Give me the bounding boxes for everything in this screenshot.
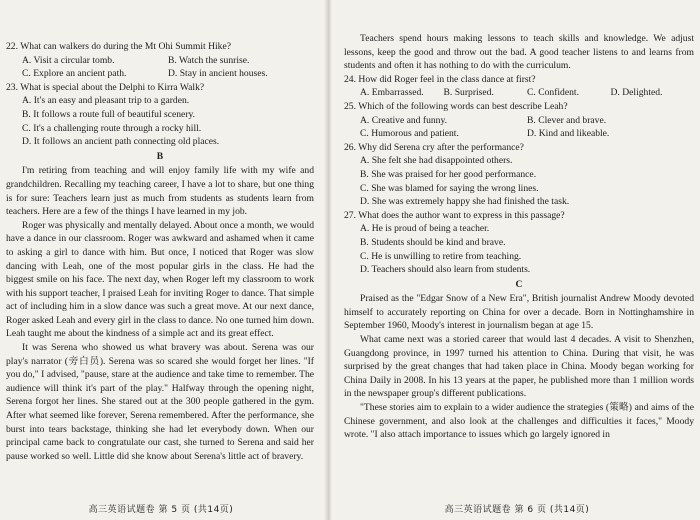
page-footer: 高三英语试题卷 第 6 页 (共14页) <box>444 505 590 516</box>
option-b: B. Surprised. <box>443 87 494 99</box>
passage-paragraph: "These stories aim to explain to a wider audience the strategies (策略) and aims of the Chinese government, and also look at the challenges and difficulties it faces," Moody wrote. "I also attach importance to issues which go largely ignored in <box>344 402 694 441</box>
option-d: D. Stay in ancient houses. <box>168 68 268 80</box>
option-b: B. Students should be kind and brave. <box>360 236 506 248</box>
passage-paragraph: I'm retiring from teaching and will enjoy family life with my wife and grandchildren. Recalling my teaching career, I have a lot to share, but one thing is for sure: Teachers learn just as much from students as students learn from teachers. Here are a few of the things I have learned in my job. <box>6 165 314 218</box>
question-23 <box>6 81 314 149</box>
option-a: A. Embarrassed. <box>360 87 424 99</box>
option-b: B. It follows a route full of beautiful scenery. <box>22 108 196 120</box>
question-stem: 25. Which of the following words can best describe Leah? <box>344 100 568 112</box>
option-d: D. Kind and likeable. <box>527 128 610 140</box>
section-heading-b: B <box>156 150 164 162</box>
section-heading-c: C <box>515 278 523 290</box>
passage-paragraph: It was Serena who showed us what bravery was about. Serena was our play's narrator (旁白员). Serena was so scared she would forget her lines. "If you do," I advised, "pause, stare at the audience and take time to remember. The audience will think it's part of the play." Halfway through the opening night, Serena forgot her lines. She stared out at the 300 people gathered in the gym. After what seemed like forever, Serena remembered. After the performance, she burst into tears backstage, thinking she had let everybody down. When our principal came back to congratulate our cast, she turned to Serena and said her pause worked so well. Little did she know about Serena's little act of bravery. <box>6 342 314 462</box>
passage-paragraph: Praised as the "Edgar Snow of a New Era", British journalist Andrew Moody devoted himself to accurately reporting on China for over a decade. Born in Nottinghamshire in September 1960, Moody's interest in journalism began at age 15. <box>344 293 694 332</box>
question-25 <box>344 100 694 141</box>
left-page <box>0 0 322 520</box>
question-24 <box>344 73 694 100</box>
question-stem: 23. What is special about the Delphi to Kirra Walk? <box>6 81 205 93</box>
option-a: A. She felt she had disappointed others. <box>360 155 513 167</box>
option-a: A. Creative and funny. <box>360 114 448 126</box>
right-page <box>334 0 700 520</box>
question-stem: 27. What does the author want to express in this passage? <box>344 209 565 221</box>
option-b: B. She was praised for her good performance. <box>360 168 537 180</box>
option-d: D. It follows an ancient path connecting old places. <box>22 136 220 148</box>
page-gutter <box>324 0 332 520</box>
option-b: B. Clever and brave. <box>527 114 607 126</box>
option-a: A. Visit a circular tomb. <box>22 54 115 66</box>
option-d: D. Delighted. <box>610 87 663 99</box>
question-stem: 22. What can walkers do during the Mt Ohi Summit Hike? <box>6 41 231 52</box>
option-d: D. Teachers should also learn from students. <box>360 264 531 276</box>
option-c: C. She was blamed for saying the wrong lines. <box>360 182 539 194</box>
option-c: C. It's a challenging route through a rocky hill. <box>22 122 202 134</box>
option-c: C. Explore an ancient path. <box>22 68 127 80</box>
question-22 <box>6 40 314 81</box>
page-footer: 高三英语试题卷 第 5 页 (共14页) <box>88 505 234 516</box>
option-b: B. Watch the sunrise. <box>168 54 250 66</box>
passage-paragraph: Teachers spend hours making lessons to teach skills and knowledge. We adjust lessons, keep the good and throw out the bad. A good teacher listens to and learns from students and often it has nothing to do with the curriculum. <box>344 33 694 72</box>
option-d: D. She was extremely happy she had finished the task. <box>360 196 570 208</box>
question-stem: 26. Why did Serena cry after the performance? <box>344 141 524 153</box>
question-26 <box>344 141 694 209</box>
option-a: A. It's an easy and pleasant trip to a garden. <box>22 95 190 107</box>
question-stem: 24. How did Roger feel in the class dance at first? <box>344 73 536 85</box>
option-c: C. Confident. <box>527 87 579 99</box>
option-c: C. He is unwilling to retire from teaching. <box>360 250 522 262</box>
passage-paragraph: What came next was a storied career that would last 4 decades. A visit to Shenzhen, Guangdong province, in 1997 turned his attention to China. During that visit, he was surprised by the great changes that had taken place in China. Moody began working for China Daily in 2008. In his 13 years at the paper, he published more than 1 million words in the newspaper group's different publications. <box>344 334 694 400</box>
question-27 <box>344 209 694 277</box>
option-c: C. Humorous and patient. <box>360 128 459 140</box>
option-a: A. He is proud of being a teacher. <box>360 223 490 235</box>
passage-paragraph: Roger was physically and mentally delayed. About once a month, we would have a dance in our classroom. Roger was awkward and ashamed when it came to asking a girl to dance with him. But once, I noticed that Roger was slow dancing with Leah, one of the most popular girls in the class. He had the biggest smile on his face. The next day, when Roger left my classroom to work with his support teacher, I praised Leah for inviting Roger to dance. That simple act of including him in a slow dance was such a great move. At our next dance, Roger asked Leah and every girl in the class to dance. No one turned him down. Leah taught me about the kindness of a simple act and its great effect. <box>6 219 314 340</box>
